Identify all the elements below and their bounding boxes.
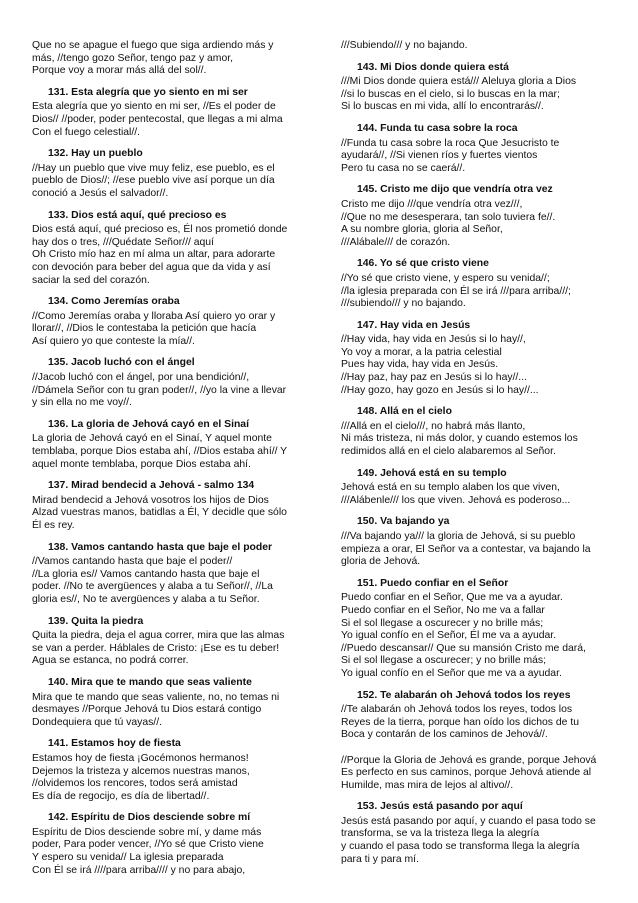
- song-line: //Jacob luchó con el ángel, por una bendición//,: [32, 372, 250, 384]
- song-title: 150. Va bajando ya: [357, 516, 450, 528]
- song-line: Y espero su venida// La iglesia preparada: [32, 852, 224, 864]
- song-line: Si lo buscas en mi vida, allí lo encontrarás//.: [341, 101, 544, 113]
- song-line: Es perfecto en sus caminos, porque Jehová atiende al: [341, 767, 592, 779]
- song-title: 142. Espíritu de Dios desciende sobre mí: [48, 812, 251, 824]
- song-line: ///Mi Dios donde quiera está/// Aleluya gloria a Dios: [341, 76, 577, 88]
- song-title: 144. Funda tu casa sobre la roca: [357, 122, 518, 134]
- song-block: [341, 258, 609, 310]
- song-line: Boca y contarán de los caminos de Jehová//.: [341, 729, 548, 741]
- song-line: ///Va bajando ya/// la gloria de Jehová, si su pueblo: [341, 531, 576, 542]
- song-line: se van a perder. Háblales de Cristo: ¡Ese es tu deber!: [32, 642, 280, 654]
- song-title: 131. Esta alegría que yo siento en mi ser: [48, 86, 248, 98]
- intro-line: ///Subiendo/// y no bajando.: [341, 40, 468, 51]
- song-line: pueblo de Dios//; //ese pueblo vive así porque un día: [32, 175, 275, 187]
- song-block: [341, 406, 609, 458]
- song-line: //olvidemos los rencores, todos será amistad: [32, 778, 238, 790]
- song-line: Reyes de la tierra, porque han oído los dichos de tu: [341, 716, 579, 728]
- song-line: Yo igual confío en el Señor, Él me va a ayudar.: [341, 630, 557, 642]
- song-line: Dejemos la tristeza y alcemos nuestras manos,: [32, 765, 250, 777]
- song-line: aquel monte temblaba, porque Dios estaba ahí.: [32, 458, 251, 470]
- song-line: Con el fuego celestial//.: [32, 126, 141, 138]
- song-line: saciar la sed del corazón.: [32, 274, 150, 286]
- song-line: A su nombre gloria, gloria al Señor,: [341, 224, 503, 236]
- song-line: //La gloria es// Vamos cantando hasta que baje el: [32, 568, 260, 580]
- song-line: Si el sol llegase a oscurecer; y no brille más;: [341, 655, 547, 667]
- song-line: poder, Para poder vencer, //Yo sé que Cristo viene: [32, 839, 264, 851]
- song-line: Humilde, mas mira de lejos al altivo//.: [341, 779, 514, 791]
- song-line: //la iglesia preparada con Él se irá ///para arriba///;: [341, 285, 571, 297]
- song-line: Jehová está en su templo alaben los que viven,: [341, 482, 560, 494]
- song-line: Ni más tristeza, ni más dolor, y cuando estemos los: [341, 433, 578, 445]
- song-block: [32, 419, 306, 471]
- song-line: La gloria de Jehová cayó en el Sinaí, Y aquel monte: [32, 433, 272, 445]
- song-line: gloria es//, No te avergüences y alaba a tu Señor.: [32, 593, 260, 605]
- song-line: //Puedo descansar// Que su mansión Cristo me dará,: [341, 642, 586, 654]
- song-title: 143. Mi Dios donde quiera está: [357, 61, 509, 73]
- song-block: [32, 738, 306, 803]
- song-title: 146. Yo sé que cristo viene: [357, 258, 489, 270]
- song-line: transforma, se va la tristeza llega la alegría: [341, 828, 540, 840]
- song-line: gloria de Jehová.: [341, 556, 421, 568]
- song-line: temblaba, porque Dios estaba ahí, //Dios estaba ahí// Y: [32, 446, 288, 458]
- song-line: //Yo sé que cristo viene, y espero su venida//;: [341, 272, 550, 284]
- song-line: Oh Cristo mío haz en mí alma un altar, para adorarte: [32, 249, 276, 261]
- song-line: //Como Jeremías oraba y lloraba Así quiero yo orar y: [32, 310, 276, 322]
- song-title: 133. Dios está aquí, qué precioso es: [48, 209, 227, 221]
- song-line: ///Alábale/// de corazón.: [341, 236, 451, 248]
- right-column: [341, 40, 609, 875]
- song-block: [32, 812, 306, 877]
- song-line: Quita la piedra, deja el agua correr, mira que las almas: [32, 630, 285, 642]
- song-line: y cuando el pasa todo se transforma llega la alegría: [341, 841, 580, 853]
- song-line: conoció a Jesús el salvador//.: [32, 187, 169, 199]
- song-line: [341, 742, 609, 755]
- song-line: para ti y para mí.: [341, 853, 419, 865]
- song-block: [341, 690, 609, 793]
- song-block: [32, 296, 306, 348]
- song-title: 132. Hay un pueblo: [48, 148, 143, 160]
- song-title: 137. Mirad bendecid a Jehová - salmo 134: [48, 480, 255, 492]
- song-line: Con Él se irá ////para arriba//// y no para abajo,: [32, 864, 246, 876]
- left-intro: [32, 40, 306, 78]
- song-line: Alzad vuestras manos, batidlas a Él, Y decidle que sólo: [32, 507, 287, 519]
- right-intro: [341, 40, 609, 53]
- song-line: //Porque la Gloria de Jehová es grande, porque Jehová: [341, 754, 597, 766]
- song-line: Puedo confiar en el Señor, No me va a fallar: [341, 604, 545, 616]
- intro-line: más, //tengo gozo Señor, tengo paz y amor,: [32, 52, 234, 64]
- song-block: [32, 542, 306, 607]
- song-block: [341, 578, 609, 681]
- song-line: Mirad bendecid a Jehová vosotros los hijos de Dios: [32, 494, 269, 506]
- left-column: [32, 40, 306, 886]
- song-line: Mira que te mando que seas valiente, no, no temas ni: [32, 691, 280, 703]
- song-title: 147. Hay vida en Jesús: [357, 319, 471, 331]
- song-line: Cristo me dijo ///que vendría otra vez///,: [341, 198, 523, 210]
- song-block: [341, 123, 609, 175]
- song-line: //Hay vida, hay vida en Jesús si lo hay//,: [341, 334, 526, 346]
- song-block: [32, 677, 306, 729]
- song-line: Dondequiera que tú vayas//.: [32, 716, 162, 728]
- song-line: Así quiero yo que conteste la mía//.: [32, 335, 195, 347]
- song-title: 152. Te alabarán oh Jehová todos los reyes: [357, 689, 571, 701]
- song-line: //si lo buscas en el cielo, si lo buscas en la mar;: [341, 88, 560, 100]
- song-line: desmayes //Porque Jehová tu Dios estará contigo: [32, 704, 262, 716]
- intro-line: Porque voy a morar más allá del sol//.: [32, 65, 207, 77]
- song-line: empieza a orar, El Señor va a contestar, va bajando la: [341, 543, 591, 555]
- song-line: //Hay paz, hay paz en Jesús si lo hay//...: [341, 372, 527, 384]
- song-line: Él es rey.: [32, 520, 75, 531]
- song-block: [32, 87, 306, 139]
- song-title: 135. Jacob luchó con el ángel: [48, 357, 195, 369]
- song-title: 149. Jehová está en su templo: [357, 467, 507, 479]
- song-line: Estamos hoy de fiesta ¡Gocémonos hermanos!: [32, 752, 249, 764]
- song-line: Espíritu de Dios desciende sobre mí, y dame más: [32, 826, 262, 838]
- song-block: [341, 468, 609, 508]
- song-title: 145. Cristo me dijo que vendría otra vez: [357, 184, 553, 196]
- song-line: ///Alábenle/// los que viven. Jehová es poderoso...: [341, 494, 571, 506]
- song-line: Si el sol llegase a oscurecer y no brille más;: [341, 617, 544, 629]
- song-title: 138. Vamos cantando hasta que baje el poder: [48, 541, 273, 553]
- song-line: Pues hay vida, hay vida en Jesús.: [341, 359, 499, 371]
- song-title: 140. Mira que te mando que seas valiente: [48, 676, 252, 688]
- song-title: 151. Puedo confiar en el Señor: [357, 577, 509, 589]
- song-block: [32, 616, 306, 668]
- song-block: [341, 184, 609, 249]
- song-line: llorar//, //Dios le contestaba la petición que hacía: [32, 323, 257, 335]
- intro-line: Que no se apague el fuego que siga ardiendo más y: [32, 40, 274, 51]
- song-line: Pero tu casa no se caerá//.: [341, 162, 466, 174]
- song-line: //Vamos cantando hasta que baje el poder//: [32, 556, 233, 568]
- song-block: [341, 801, 609, 866]
- song-title: 134. Como Jeremías oraba: [48, 296, 180, 308]
- song-line: //Que no me desesperara, tan solo tuviera fe//.: [341, 211, 556, 223]
- song-line: redimidos allá en el cielo alabaremos al Señor.: [341, 446, 556, 458]
- song-line: Dios// //poder, poder pentecostal, que llegas a mi alma: [32, 113, 283, 125]
- song-line: ayudará//, //Si vienen ríos y fuertes vientos: [341, 150, 538, 162]
- song-block: [32, 148, 306, 200]
- song-title: 153. Jesús está pasando por aquí: [357, 801, 523, 813]
- song-line: poder. //No te avergüences y alaba a tu Señor//, //La: [32, 581, 273, 593]
- song-title: 136. La gloria de Jehová cayó en el Sinaí: [48, 418, 249, 430]
- song-line: //Te alabarán oh Jehová todos los reyes, todos los: [341, 704, 573, 716]
- song-line: //Funda tu casa sobre la roca Que Jesucristo te: [341, 137, 560, 149]
- song-line: Esta alegría que yo siento en mi ser, //Es el poder de: [32, 101, 276, 113]
- song-line: Agua se estanca, no podrá correr.: [32, 655, 189, 667]
- song-line: ///subiendo/// y no bajando.: [341, 298, 466, 310]
- song-line: ///Allá en el cielo///, no habrá más llanto,: [341, 420, 526, 432]
- song-line: Dios está aquí, qué precioso es, Él nos prometió donde: [32, 224, 288, 236]
- song-title: 139. Quita la piedra: [48, 615, 144, 627]
- song-block: [32, 357, 306, 409]
- song-title: 148. Allá en el cielo: [357, 406, 452, 418]
- song-line: y sin ella no me voy//.: [32, 397, 132, 409]
- song-line: con devoción para beber del agua que da vida y así: [32, 261, 271, 273]
- song-line: //Hay un pueblo que vive muy feliz, ese pueblo, es el: [32, 162, 275, 174]
- song-block: [341, 62, 609, 114]
- song-line: Yo voy a morar, a la patria celestial: [341, 346, 502, 358]
- song-line: //Hay gozo, hay gozo en Jesús si lo hay//...: [341, 384, 539, 396]
- song-block: [341, 320, 609, 398]
- song-block: [32, 210, 306, 288]
- song-line: hay dos o tres, ///Quédate Señor/// aquí: [32, 236, 214, 248]
- song-line: Es día de regocijo, es día de libertad//.: [32, 790, 210, 802]
- song-block: [32, 480, 306, 532]
- song-line: Jesús está pasando por aquí, y cuando el pasa todo se: [341, 815, 596, 827]
- song-block: [341, 516, 609, 568]
- song-title: 141. Estamos hoy de fiesta: [48, 738, 181, 750]
- song-line: //Dámela Señor con tu gran poder//, //yo la vine a llevar: [32, 384, 287, 396]
- song-line: Puedo confiar en el Señor, Que me va a ayudar.: [341, 592, 563, 604]
- song-line: Yo igual confío en el Señor que me va a ayudar.: [341, 667, 562, 679]
